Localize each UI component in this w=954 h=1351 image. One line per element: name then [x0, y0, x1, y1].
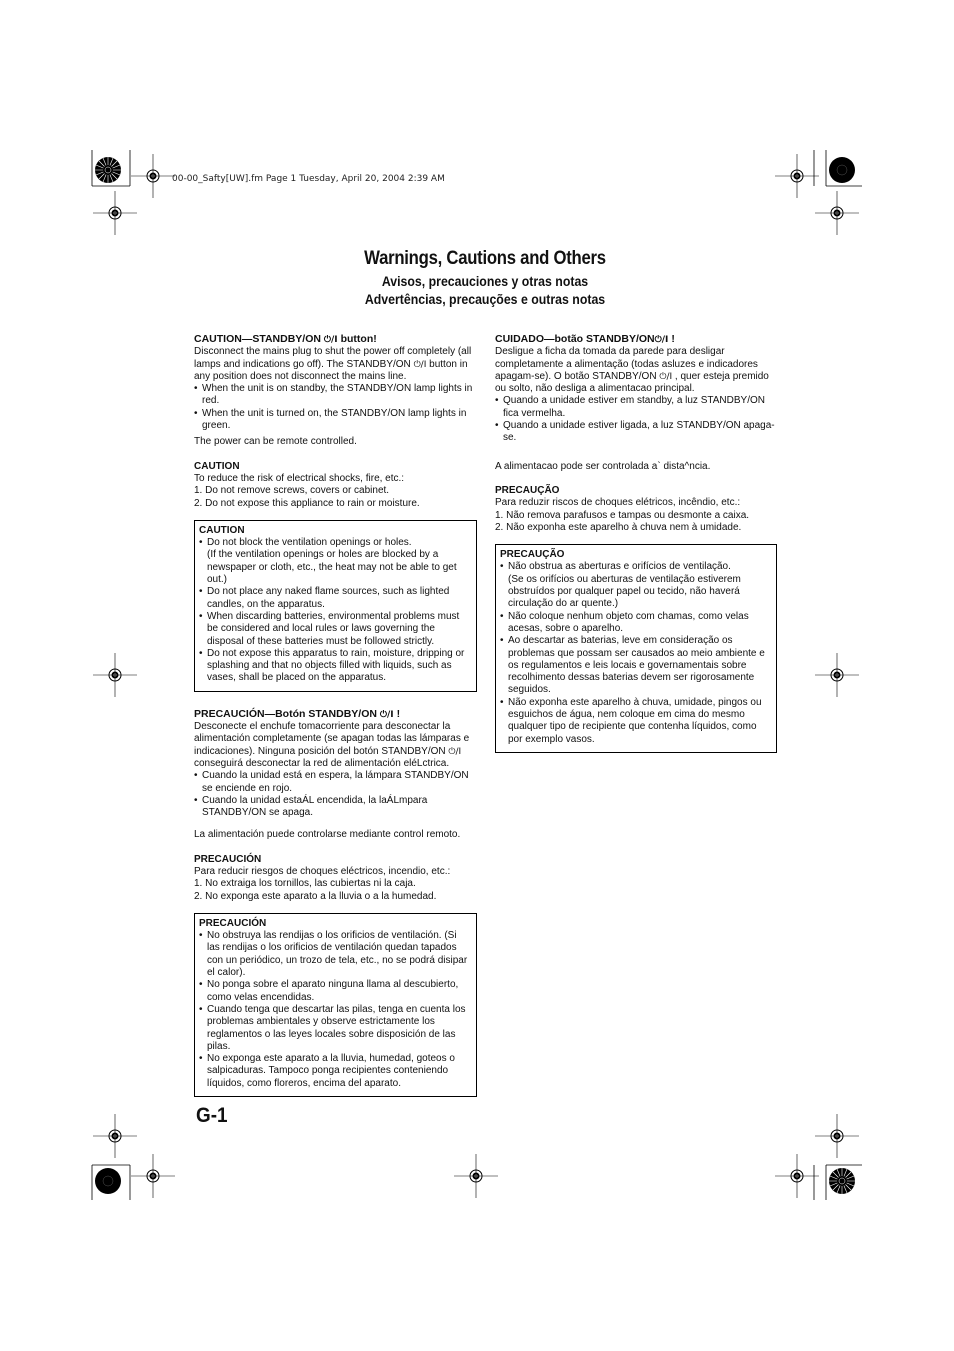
pt-bullets — [495, 395, 777, 444]
subtitle-pt: Advertências, precauções e outras notas — [364, 291, 606, 307]
list-item: • Cuando la unidad está en espera, la lámpara STANDBY/ON se enciende en rojo. — [194, 770, 477, 795]
pt-caution-title: PRECAUÇÃO — [495, 484, 560, 496]
list-item: • Ao descartar as baterias, leve em consideração os problemas que possam ser causados ao meio ambiente e os regulamentos e leis locais e governamentais sobre recolhimento dessas baterias devem ser rigorosamente seguidos. — [500, 635, 770, 696]
subtitle-es: Avisos, precauciones y otras notas — [381, 273, 589, 289]
power-icon: ⏻/I — [379, 709, 394, 720]
list-item: • Não coloque nenhum objeto com chamas, como velas acesas, sobre o aparelho. — [500, 611, 770, 636]
power-icon: ⏻/I — [448, 746, 462, 757]
text-line: 2. No exponga este aparato a la lluvia o a la humedad. — [194, 890, 437, 902]
es-heading: PRECAUCIÓN—Botón STANDBY/ON ⏻/I ! — [194, 707, 401, 720]
list-item: • Quando a unidade estiver em standby, a luz STANDBY/ON fica vermelha. — [495, 395, 777, 420]
file-header: 00-00_Safty[UW].fm Page 1 Tuesday, April 20, 2004 2:39 AM — [172, 174, 445, 184]
list-item: • Do not block the ventilation openings or holes. (If the ventilation openings or holes are blocked by a newspaper or cloth, etc., the heat may not be able to get out.) — [199, 537, 470, 586]
title-block — [0, 248, 954, 309]
list-item: • Não exponha este aparelho à chuva, umidade, pingos ou esguichos de água, nem coloque em cima do mesmo qualquer tipo de recipiente que contenha líquidos, como por exemplo vasos. — [500, 697, 770, 746]
list-item: • No exponga este aparato a la lluvia, humedad, goteos o salpicaduras. Tampoco ponga recipientes conteniendo líquidos, como floreros, encima del aparato. — [199, 1053, 470, 1090]
box-title: PRECAUÇÃO — [500, 549, 565, 561]
list-item: • Cuando tenga que descartar las pilas, tenga en cuenta los problemas ambientales y observe estrictamente los reglamentos o las leyes locales sobre disposición de las pilas. — [199, 1004, 470, 1053]
list-item: • Não obstrua as aberturas e orifícios de ventilação. (Se os orifícios ou aberturas de ventilação estiverem obstruídos por qualquer papel ou tecido, não haverá circulação do ar quente.) — [500, 561, 770, 610]
power-icon: ⏻/I — [659, 371, 673, 382]
text-line: To reduce the risk of electrical shocks, fire, etc.: — [194, 472, 405, 484]
pt-heading: CUIDADO—botão STANDBY/ON⏻/I ! — [495, 333, 675, 345]
list-item: • Do not expose this apparatus to rain, moisture, dripping or splashing and that no objects filled with liquids, such as vases, shall be placed on the apparatus. — [199, 648, 470, 685]
list-item: • When the unit is turned on, the STANDBY/ON lamp lights in green. — [194, 408, 477, 433]
list-item: • Cuando la unidad estaÁL encendida, la laÁLmpara STANDBY/ON se apaga. — [194, 795, 477, 820]
en-heading: CAUTION—STANDBY/ON ⏻/I button! — [194, 333, 377, 345]
en-remote: The power can be remote controlled. — [194, 436, 357, 448]
text-line: 1. Não remova parafusos e tampas ou desmonte a caixa. — [495, 509, 750, 521]
es-caution-title: PRECAUCIÓN — [194, 853, 262, 865]
text-line: 1. Do not remove screws, covers or cabinet. — [194, 485, 390, 497]
text-line: 2. Do not expose this appliance to rain or moisture. — [194, 497, 420, 509]
es-bullets — [194, 770, 477, 819]
list-item: • When discarding batteries, environmental problems must be considered and local rules or laws governing the disposal of these batteries must be followed strictly. — [199, 611, 470, 648]
power-icon: ⏻/I — [323, 335, 338, 345]
box-title: CAUTION — [199, 524, 245, 536]
text-line: Para reduzir riscos de choques elétricos, incêndio, etc.: — [495, 497, 741, 509]
list-item: • No obstruya las rendijas o los orificios de ventilación. (Si las rendijas o los orificios de ventilación quedan tapados con un periódico, un trozo de tela, etc., no se podrá disipar el calor). — [199, 930, 470, 979]
power-icon: ⏻/I — [654, 335, 669, 345]
en-caution-box — [194, 520, 477, 692]
pt-remote: A alimentacao pode ser controlada a` dista^ncia. — [495, 460, 711, 472]
box-title: PRECAUCIÓN — [199, 917, 267, 929]
page-number: G-1 — [196, 1104, 228, 1127]
es-caution-box — [194, 913, 477, 1097]
list-item: • Quando a unidade estiver ligada, a luz STANDBY/ON apaga-se. — [495, 420, 777, 445]
en-bullets — [194, 383, 477, 432]
text-line: 1. No extraiga los tornillos, las cubiertas ni la caja. — [194, 878, 416, 890]
pt-paragraph: Desligue a ficha da tomada da parede para desligar completamente a alimentação (todas asluzes e indicadores apagam-se). O botão STANDBY/ON ⏻/I , quer esteja premido ou solto, não desliga a alimentacao principal. — [495, 346, 769, 395]
list-item: • Do not place any naked flame sources, such as lighted candles, on the apparatus. — [199, 586, 470, 611]
power-icon: ⏻/I — [413, 359, 427, 370]
pt-caution-box — [495, 544, 777, 753]
text-line: 2. Não exponha este aparelho à chuva nem à umidade. — [495, 521, 742, 533]
page-title: Warnings, Cautions and Others — [364, 248, 606, 269]
list-item: • When the unit is on standby, the STANDBY/ON lamp lights in red. — [194, 383, 477, 408]
list-item: • No ponga sobre el aparato ninguna llama al descubierto, como velas encendidas. — [199, 979, 470, 1004]
right-column — [495, 333, 777, 753]
es-remote: La alimentación puede controlarse mediante control remoto. — [194, 829, 461, 841]
en-caution-title: CAUTION — [194, 460, 240, 472]
en-paragraph: Disconnect the mains plug to shut the power off completely (all lamps and indications go off). The STANDBY/ON ⏻/I button in any position does not disconnect the mains line. — [194, 346, 472, 382]
text-line: Para reducir riesgos de choques eléctricos, incendio, etc.: — [194, 865, 451, 877]
left-column — [194, 333, 477, 1097]
es-paragraph: Desconecte el enchufe tomacorriente para desconectar la alimentación completamente (se apagan todas las lámparas e indicaciones). Ninguna posición del botón STANDBY/ON ⏻/I conseguirá desconectar la red de alimentación eléLctrica. — [194, 721, 470, 769]
